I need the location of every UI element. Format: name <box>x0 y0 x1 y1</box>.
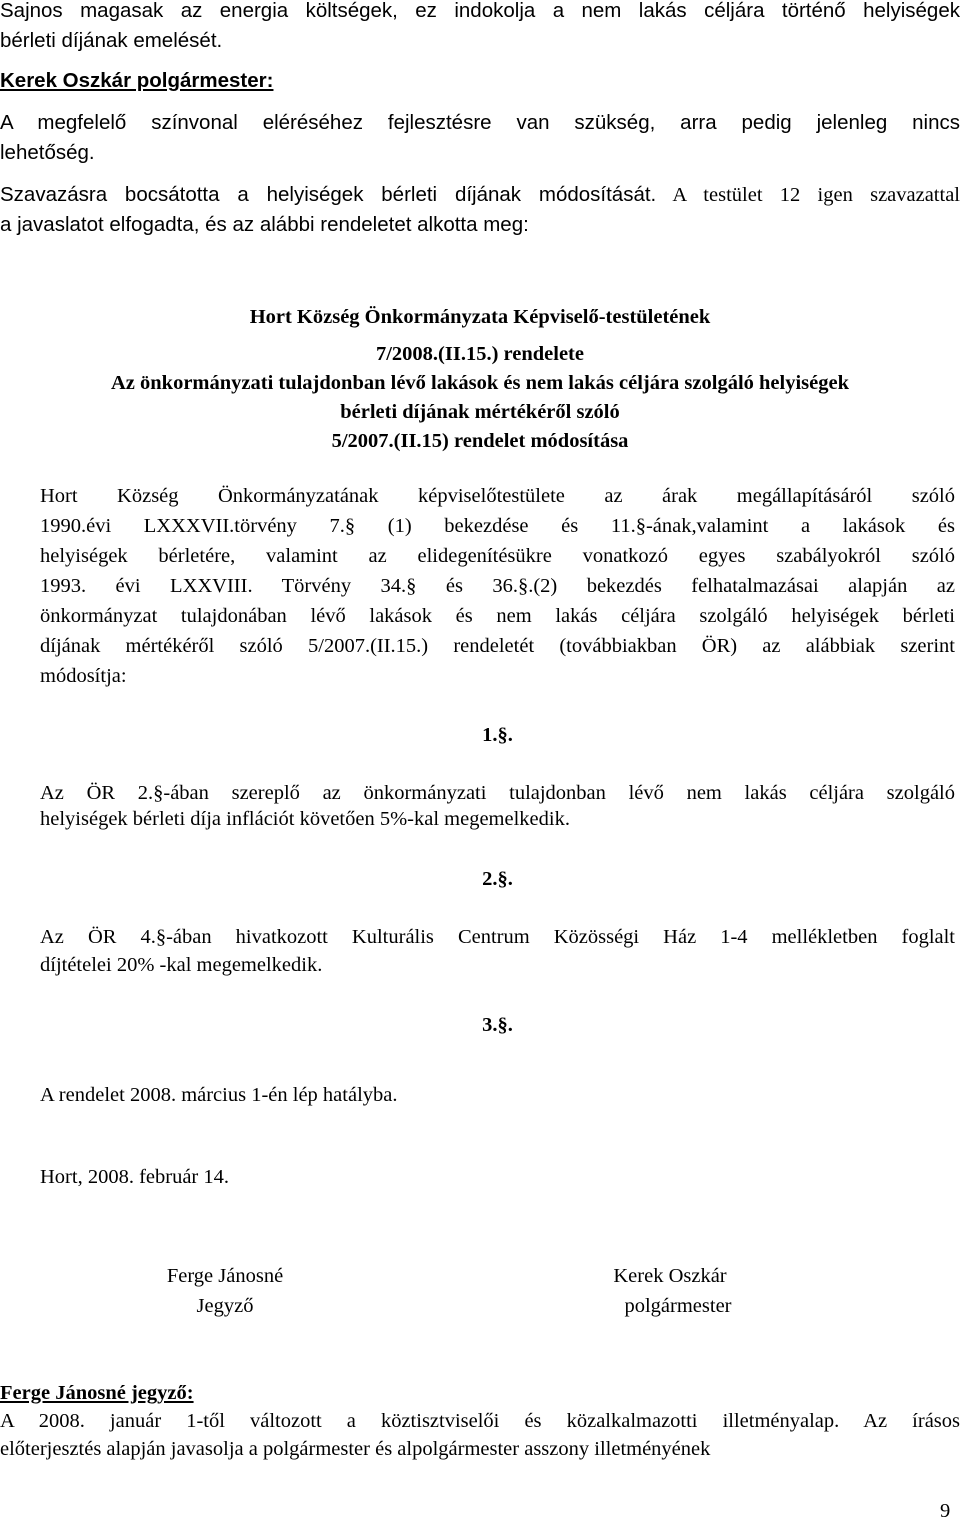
speaker-name-notary: Ferge Jánosné jegyző: <box>0 1382 194 1404</box>
preamble-line-7: módosítja: <box>40 665 127 687</box>
signature-right-title: polgármester <box>624 1295 732 1317</box>
speaker-name-mayor: Kerek Oszkár polgármester: <box>0 69 274 92</box>
intro-paragraph-end <box>0 26 960 56</box>
signature-left-name: Ferge Jánosné <box>166 1265 284 1287</box>
decree-title-line-5: 5/2007.(II.15) rendelet módosítása <box>331 430 629 452</box>
section-3-heading: 3.§. <box>482 1014 513 1036</box>
intro-line-2: bérleti díjának emelését. <box>0 29 223 52</box>
preamble-line-3: helyiségek bérletére, valamint az elidegenítésükre vonatkozó egyes szabályokról szóló <box>40 545 955 567</box>
section-2-line-2: díjtételei 20% -kal megemelkedik. <box>40 954 323 976</box>
preamble-line-2: 1990.évi LXXXVII.törvény 7.§ (1) bekezdése és 11.§-ának,valamint a lakások és <box>40 515 955 537</box>
vote-line-2: a javaslatot elfogadta, és az alábbi rendeletet alkotta meg: <box>0 213 529 236</box>
mayor-statement-line-1: A megfelelő színvonal eléréséhez fejlesztésre van szükség, arra pedig jelenleg nincs <box>0 111 960 134</box>
section-1-line-2: helyiségek bérleti díja inflációt követően 5%-kal megemelkedik. <box>40 808 570 830</box>
section-3-text: A rendelet 2008. március 1-én lép hatályba. <box>40 1084 398 1106</box>
decree-title-line-3: Az önkormányzati tulajdonban lévő lakások és nem lakás céljára szolgáló helyiségek <box>110 372 849 394</box>
preamble-line-1: Hort Község Önkormányzatának képviselőtestülete az árak megállapításáról szóló <box>40 485 955 507</box>
section-1-heading: 1.§. <box>482 724 513 746</box>
decree-title-line-1: Hort Község Önkormányzata Képviselő-testületének <box>249 306 711 328</box>
vote-line-1 <box>0 180 960 210</box>
page-number: 9 <box>940 1500 951 1522</box>
decree-title-line-2: 7/2008.(II.15.) rendelete <box>375 343 584 365</box>
section-2-line-1: Az ÖR 4.§-ában hivatkozott Kulturális Centrum Közösségi Ház 1-4 mellékletben foglalt <box>40 926 955 948</box>
preamble-line-6: díjának mértékéről szóló 5/2007.(II.15.) rendeletét (továbbiakban ÖR) az alábbiak szerint <box>40 635 955 657</box>
place-date: Hort, 2008. február 14. <box>40 1166 230 1188</box>
signature-right-name: Kerek Oszkár <box>613 1265 727 1287</box>
signature-left-title: Jegyző <box>196 1295 254 1317</box>
mayor-statement-line-2: lehetőség. <box>0 141 95 164</box>
intro-line-1: Sajnos magasak az energia költségek, ez indokolja a nem lakás céljára történő helyiségek <box>0 0 960 22</box>
notary-statement-line-1: A 2008. január 1-től változott a köztisztviselői és közalkalmazotti illetményalap. Az írásos <box>0 1410 960 1432</box>
section-1-line-1: Az ÖR 2.§-ában szereplő az önkormányzati tulajdonban lévő nem lakás céljára szolgáló <box>40 782 955 804</box>
vote-text-b: A testület 12 igen szavazattal <box>656 184 960 206</box>
preamble-line-4: 1993. évi LXXVIII. Törvény 34.§ és 36.§.(2) bekezdés felhatalmazásai alapján az <box>40 575 955 597</box>
notary-statement-line-2: előterjesztés alapján javasolja a polgármester és alpolgármester asszony illetményének <box>0 1438 711 1460</box>
decree-title-line-4: bérleti díjának mértékéről szóló <box>340 401 620 423</box>
section-2-heading: 2.§. <box>482 868 513 890</box>
preamble-line-5: önkormányzat tulajdonában lévő lakások és nem lakás céljára szolgáló helyiségek bérleti <box>40 605 955 627</box>
vote-text-a: Szavazásra bocsátotta a helyiségek bérleti díjának módosítását. <box>0 183 657 206</box>
intro-paragraph <box>0 0 960 26</box>
